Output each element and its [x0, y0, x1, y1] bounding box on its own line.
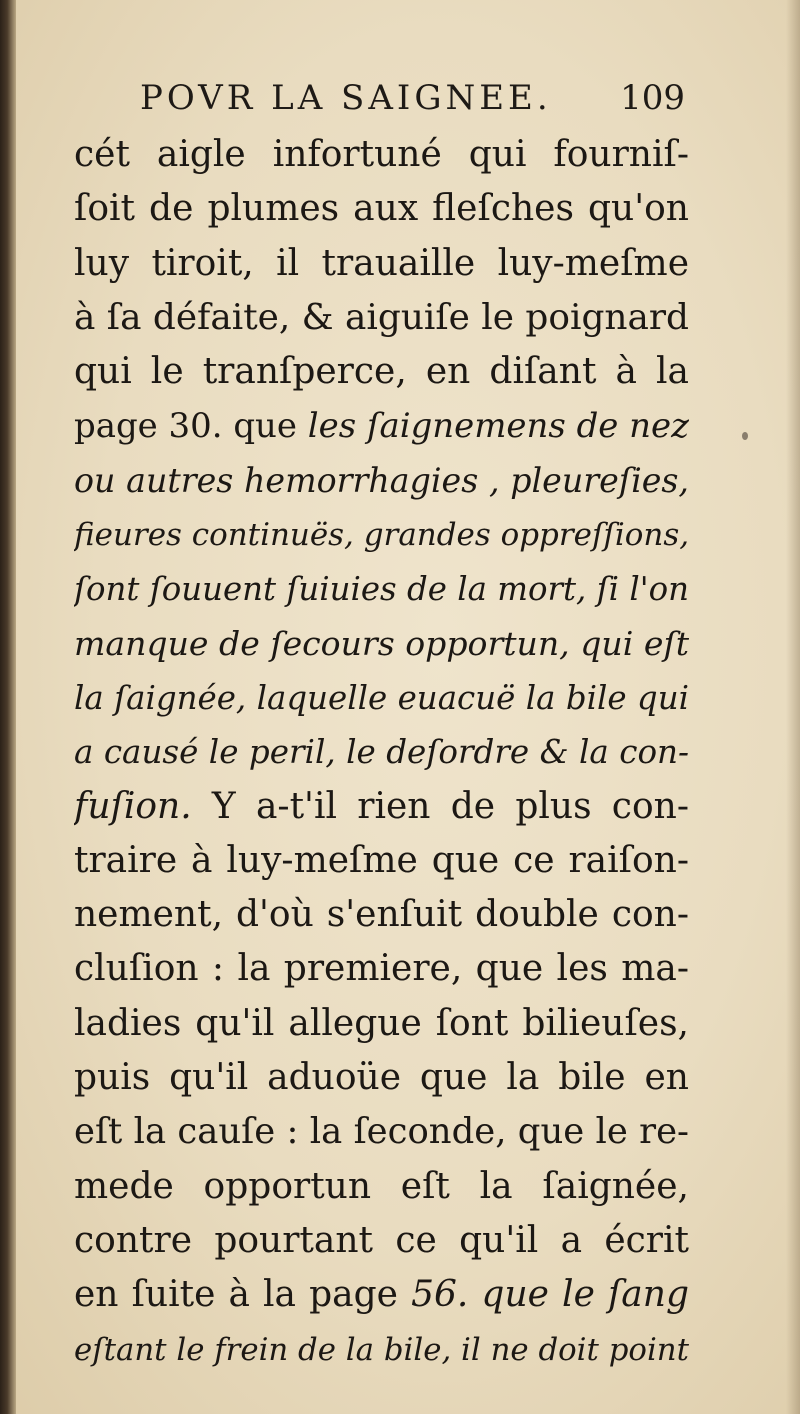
text-line — [74, 780, 689, 834]
text-line — [74, 671, 689, 725]
italic-text: la ſaignée, laquelle euacuë la bile qui — [74, 678, 689, 717]
roman-text: nement, d'où s'enſuit double con- — [74, 894, 689, 936]
text-line — [74, 1323, 689, 1377]
text-line — [74, 237, 689, 291]
text-line — [74, 1051, 689, 1105]
text-line — [74, 617, 689, 671]
text-line — [74, 454, 689, 508]
text-line — [74, 888, 689, 942]
roman-text: cét aigle infortuné qui fourniſ- — [74, 134, 689, 175]
text-line — [74, 182, 689, 236]
roman-text: Y a-t'il rien de plus con- — [191, 785, 689, 827]
text-line — [74, 942, 689, 996]
body-text — [74, 128, 689, 1377]
text-line — [74, 1105, 689, 1159]
text-line — [74, 562, 689, 616]
ink-speck — [742, 432, 748, 440]
italic-text: manque de ſecours opportun, qui eſt — [74, 623, 689, 663]
text-line — [74, 725, 689, 779]
text-line — [74, 1214, 689, 1268]
italic-text: les ſaignemens de nez — [307, 406, 689, 447]
italic-text: eſtant le frein de la bile, il ne doit point — [74, 1331, 689, 1368]
text-line — [74, 997, 689, 1051]
text-line — [74, 508, 689, 562]
page-number: 109 — [620, 78, 685, 118]
page-header — [140, 70, 685, 126]
italic-text: ou autres hemorrhagies , pleureſies, — [74, 460, 689, 500]
italic-text: fuſion. — [74, 785, 192, 827]
text-line — [74, 399, 689, 453]
text-line — [74, 128, 689, 182]
roman-text: ladies qu'il allegue ſont bilieuſes, — [74, 1002, 689, 1044]
text-line — [74, 345, 689, 399]
text-line — [74, 1268, 689, 1322]
roman-text: traire à luy-meſme que ce raiſon- — [74, 839, 689, 881]
roman-text: puis qu'il aduoüe que la bile en — [74, 1057, 689, 1099]
binding-gutter — [0, 0, 16, 1414]
roman-text: eſt la cauſe : la ſeconde, que le re- — [74, 1111, 689, 1153]
roman-text: à ſa défaite, & aiguiſe le poignard — [74, 296, 689, 338]
roman-text: page 30. que — [74, 406, 308, 447]
italic-text: fieures continuës, grandes oppreſſions, — [74, 517, 689, 554]
italic-text: a causé le peril, le deſordre & la con- — [74, 733, 689, 772]
italic-text: ſont ſouuent ſuiuies de la mort, ſi l'on — [74, 570, 689, 609]
text-line — [74, 834, 689, 888]
roman-text: luy tiroit, il trauaille luy-meſme — [74, 242, 689, 284]
roman-text: ſoit de plumes aux fleſches qu'on — [74, 188, 689, 230]
italic-text: 56. que le ſang — [411, 1274, 689, 1316]
roman-text: cluſion : la premiere, que les ma- — [74, 948, 689, 990]
text-line — [74, 1160, 689, 1214]
roman-text: mede opportun eſt la ſaignée, — [74, 1165, 689, 1207]
roman-text: qui le tranſperce, en diſant à la — [74, 351, 689, 393]
roman-text: contre pourtant ce qu'il a écrit — [74, 1219, 689, 1261]
roman-text: en ſuite à la page — [74, 1274, 412, 1316]
running-title: POVR LA SAIGNEE. — [140, 78, 552, 118]
text-line — [74, 291, 689, 345]
page-edge-shadow — [786, 0, 800, 1414]
